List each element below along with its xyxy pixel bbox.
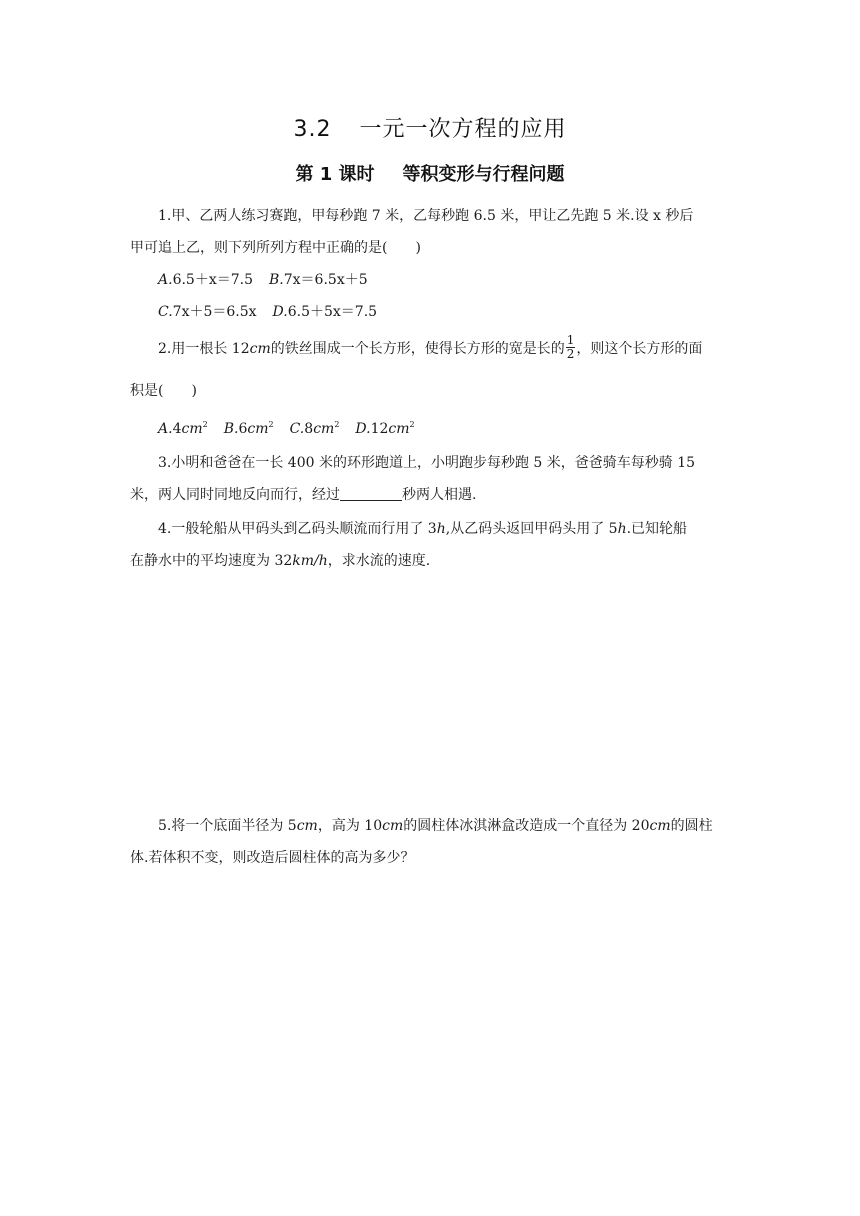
q1-option-d-text: 6.5＋5x＝7.5 (287, 304, 378, 320)
q2-unit-cm: cm (249, 341, 271, 357)
q3-answer-blank (340, 484, 402, 501)
question-4 (130, 513, 730, 577)
page-title (0, 112, 860, 143)
q1-option-b-text: 7x＝6.5x＋5 (283, 272, 368, 288)
q2-option-a-sup: 2 (202, 420, 208, 429)
q4-unit-h1: h (436, 521, 446, 537)
question-3 (130, 447, 730, 511)
q2-option-b-unit: cm (247, 421, 269, 437)
q2-option-d-unit: cm (388, 421, 410, 437)
q4-part4: 在静水中的平均速度为 32 (130, 553, 293, 569)
q1-option-c-label: C. (158, 304, 173, 320)
q2-stem-part2: 的铁丝围成一个长方形，使得长方形的宽是长的 (270, 341, 565, 357)
q2-option-d-label: D. (355, 421, 371, 437)
q2-stem-part3: ，则这个长方形的面 (576, 341, 703, 357)
question-5 (130, 810, 730, 874)
q4-unit-kmh: km/h (292, 553, 328, 569)
q5-part3: 的圆柱体冰淇淋盒改造成一个直径为 20 (403, 818, 650, 834)
section-number: 3.2 (293, 117, 332, 142)
q1-option-a-label: A. (158, 272, 173, 288)
q1-options-row2 (158, 297, 377, 327)
q4-part3: .已知轮船 (626, 521, 688, 537)
q1-option-c-text: 7x＋5＝6.5x (172, 304, 257, 320)
q2-option-d-value: 12 (370, 421, 389, 437)
q1-stem-line1: 1.甲、乙两人练习赛跑，甲每秒跑 7 米，乙每秒跑 6.5 米，甲让乙先跑 5 米.设 x 秒后 (158, 208, 694, 224)
q4-part5: ，求水流的速度. (327, 553, 431, 569)
q2-option-a-value: 4 (172, 421, 182, 437)
q2-stem-part1: 2.用一根长 12 (158, 341, 250, 357)
q5-part5: 体.若体积不变，则改造后圆柱体的高为多少？ (130, 850, 415, 866)
q1-option-b-label: B. (269, 272, 284, 288)
section-title: 一元一次方程的应用 (359, 117, 567, 142)
q2-stem-line2-text: 积是( ) (130, 383, 197, 399)
fraction-denominator: 2 (566, 346, 575, 361)
q2-option-a-label: A. (158, 421, 173, 437)
q5-unit-2: cm (382, 818, 404, 834)
lesson-topic: 等积变形与行程问题 (402, 164, 565, 185)
q1-options-row1 (158, 265, 368, 295)
lesson-number: 第 1 课时 (295, 164, 375, 185)
q2-option-c-unit: cm (313, 421, 335, 437)
question-1 (130, 200, 730, 264)
q2-options (158, 410, 415, 444)
fraction-numerator: 1 (566, 332, 575, 347)
question-2 (130, 333, 730, 365)
q2-option-c-value: 8 (304, 421, 314, 437)
q4-part2: ,从乙码头返回甲码头用了 5 (445, 521, 618, 537)
q2-option-c-label: C. (289, 421, 305, 437)
q1-option-a-text: 6.5＋x＝7.5 (172, 272, 253, 288)
page-subtitle (0, 160, 860, 186)
q1-option-d-label: D. (272, 304, 288, 320)
q2-stem-line2 (130, 375, 730, 407)
q5-part4: 的圆柱 (670, 818, 713, 834)
q2-option-b-label: B. (223, 421, 239, 437)
q3-stem-line1: 3.小明和爸爸在一长 400 米的环形跑道上，小明跑步每秒跑 5 米，爸爸骑车每秒骑 15 (158, 455, 696, 471)
q4-unit-h2: h (617, 521, 627, 537)
q2-option-d-sup: 2 (409, 420, 415, 429)
q3-stem-line2a: 米，两人同时同地反向而行，经过 (130, 487, 340, 503)
q5-unit-1: cm (296, 818, 318, 834)
q2-option-c-sup: 2 (334, 420, 340, 429)
q5-unit-3: cm (649, 818, 671, 834)
fraction-one-half (566, 334, 576, 361)
q1-stem-line2: 甲可追上乙，则下列所列方程中正确的是( ) (130, 240, 421, 256)
q2-option-b-sup: 2 (268, 420, 274, 429)
q5-part2: ，高为 10 (317, 818, 383, 834)
q3-stem-line2b: 秒两人相遇. (402, 487, 477, 503)
q2-option-a-unit: cm (181, 421, 203, 437)
q5-part1: 5.将一个底面半径为 5 (158, 818, 297, 834)
q4-part1: 4.一般轮船从甲码头到乙码头顺流而行用了 3 (158, 521, 437, 537)
q2-option-b-value: 6 (238, 421, 248, 437)
